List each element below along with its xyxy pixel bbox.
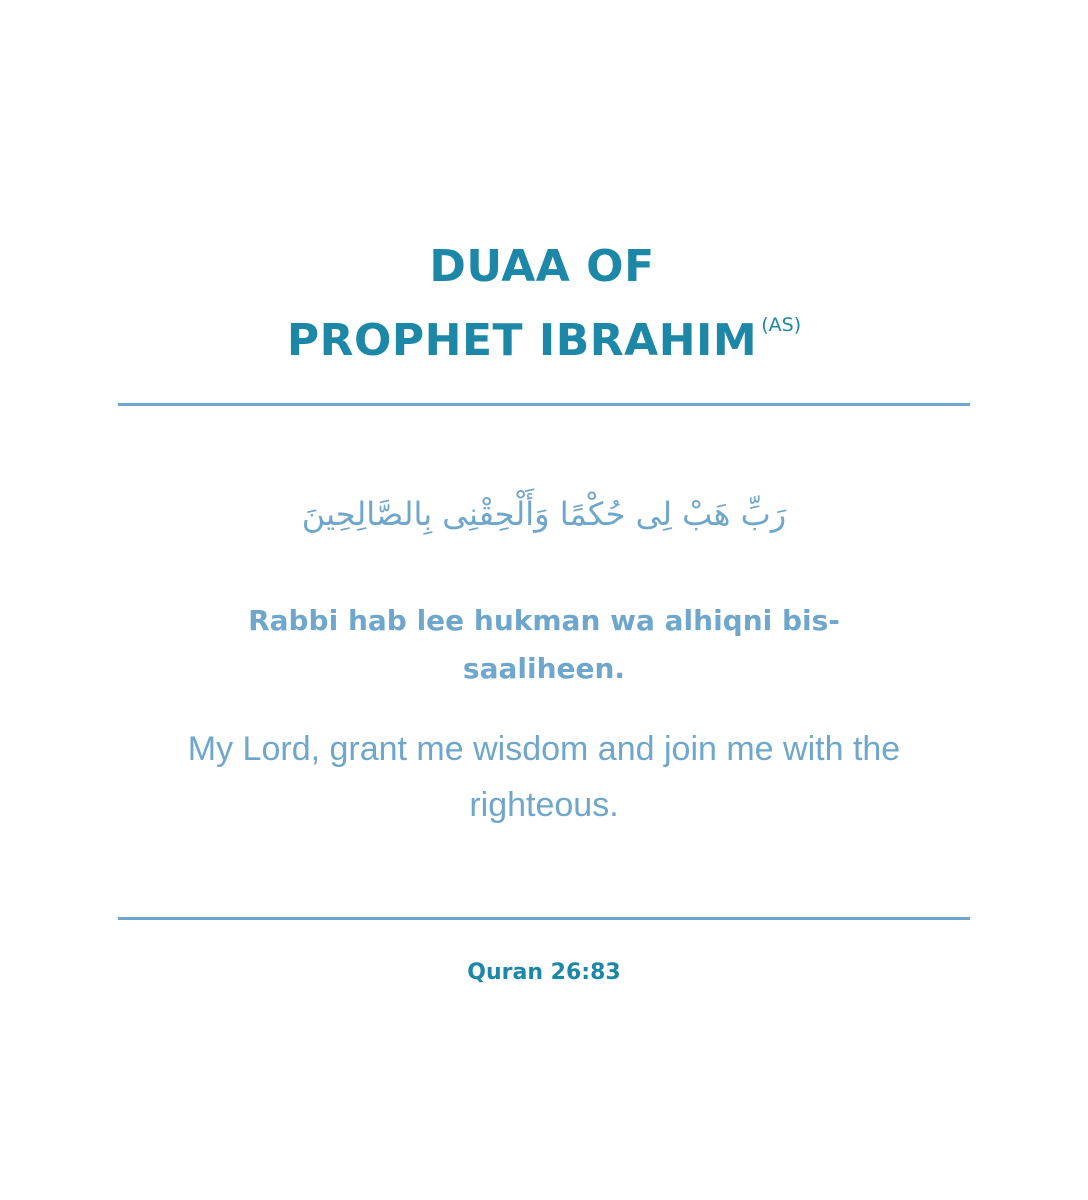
honorific-superscript: (AS) [761, 314, 802, 336]
arabic-text: رَبِّ هَبْ لِى حُكْمًا وَأَلْحِقْنِى بِالصَّالِحِينَ [301, 495, 787, 533]
quran-reference: Quran 26:83 [467, 960, 621, 985]
transliteration-text: Rabbi hab lee hukman wa alhiqni bis-saaliheen. [248, 604, 840, 685]
bottom-divider [118, 917, 970, 920]
translation-text: My Lord, grant me wisdom and join me with the righteous. [187, 730, 901, 824]
title-prophet-name: PROPHET IBRAHIM [286, 315, 758, 366]
title-line-2 [0, 314, 1088, 366]
top-divider [118, 403, 970, 406]
title-line-1: DUAA OF [429, 241, 655, 292]
